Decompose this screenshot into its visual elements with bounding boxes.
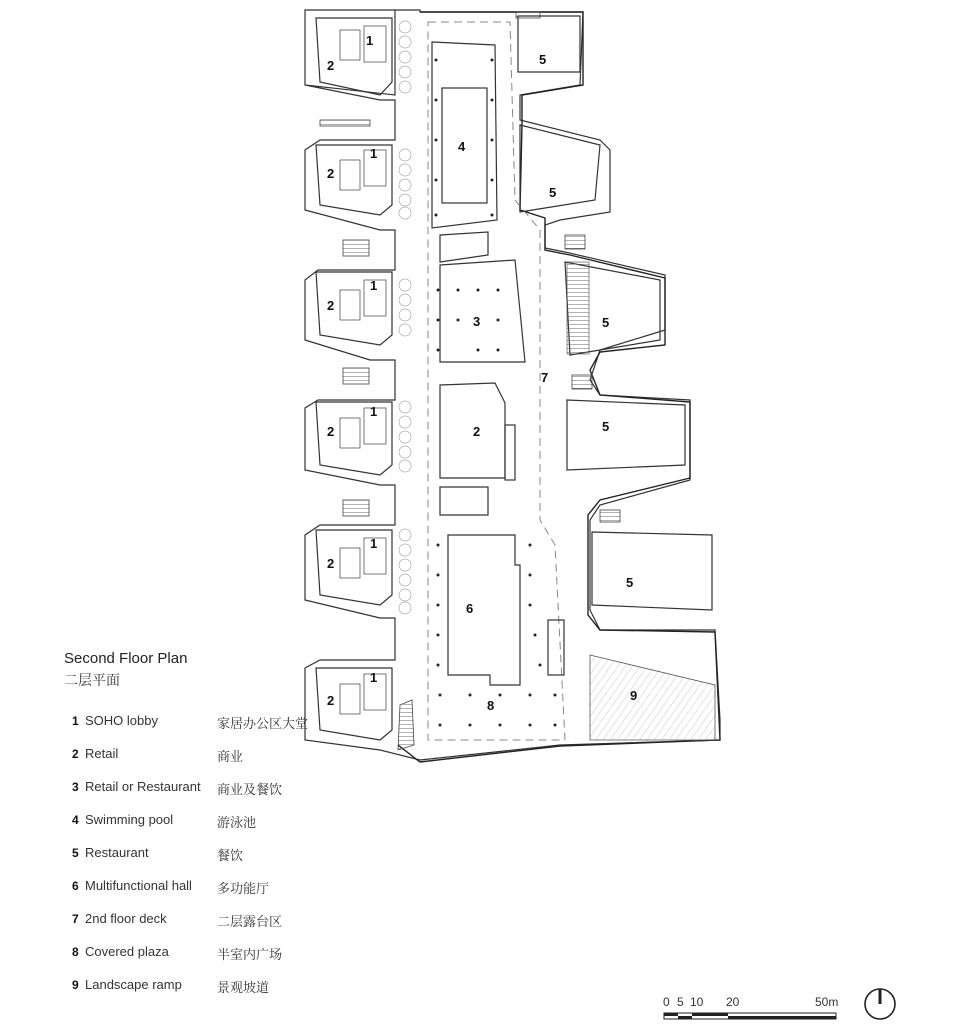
stair-hatches	[320, 12, 620, 750]
legend-item	[72, 713, 372, 746]
legend-item	[72, 812, 372, 845]
legend-item	[72, 878, 372, 911]
legend-item-english: SOHO lobby	[85, 713, 158, 728]
legend-item-english: Landscape ramp	[85, 977, 182, 992]
legend-item-number: 5	[72, 846, 79, 860]
label-soho-lobby: 1	[366, 33, 374, 48]
label-retail-or-restaurant: 3	[473, 314, 481, 329]
legend-item-number: 3	[72, 780, 79, 794]
legend-item	[72, 911, 372, 944]
building-edge	[398, 12, 720, 762]
legend-item-chinese: 多功能厅	[217, 882, 270, 897]
legend-item	[72, 845, 372, 878]
legend-item	[72, 779, 372, 812]
landscape-ramp	[590, 655, 715, 740]
north-arrow-icon	[862, 984, 898, 1024]
legend-item-chinese: 游泳池	[217, 816, 257, 831]
legend-item	[72, 944, 372, 977]
label-retail: 2	[473, 424, 481, 439]
legend-item-number: 7	[72, 912, 79, 926]
legend-item-chinese: 二层露台区	[217, 915, 283, 930]
label-restaurant: 5	[626, 575, 634, 590]
legend-item-number: 2	[72, 747, 79, 761]
tree-circles	[399, 21, 411, 614]
legend-list	[72, 713, 372, 1010]
legend-item-chinese: 家居办公区大堂	[217, 717, 309, 732]
legend-item-english: Retail	[85, 746, 119, 761]
legend-item-number: 8	[72, 945, 79, 959]
label-soho-lobby: 1	[370, 404, 378, 419]
scale-label: 50m	[815, 995, 839, 1009]
label-retail: 2	[327, 58, 335, 73]
legend-item-number: 4	[72, 813, 79, 827]
legend-item-number: 1	[72, 714, 79, 728]
legend-subtitle: 二层平面	[64, 673, 120, 689]
legend-item-chinese: 商业	[217, 750, 244, 765]
label-restaurant: 5	[539, 52, 547, 67]
label-retail: 2	[327, 298, 335, 313]
legend-item-number: 6	[72, 879, 79, 893]
scale-label: 5	[677, 995, 684, 1009]
label-restaurant: 5	[602, 419, 610, 434]
legend-item-chinese: 餐饮	[217, 849, 244, 864]
structural-columns	[435, 59, 557, 727]
label-soho-lobby: 1	[370, 278, 378, 293]
label-deck: 7	[541, 370, 549, 385]
scale-label: 0	[663, 995, 670, 1009]
legend-item-chinese: 景观坡道	[217, 981, 270, 996]
legend-item-english: Retail or Restaurant	[85, 779, 201, 794]
scale-bar	[660, 995, 860, 1025]
label-multifunctional-hall: 6	[466, 601, 474, 616]
legend-title: Second Floor Plan	[64, 650, 188, 667]
legend-item-english: 2nd floor deck	[85, 911, 167, 926]
label-retail: 2	[327, 693, 335, 708]
legend-item	[72, 977, 372, 1010]
label-covered-plaza: 8	[487, 698, 495, 713]
legend-item-english: Multifunctional hall	[85, 878, 192, 893]
label-retail: 2	[327, 424, 335, 439]
label-landscape-ramp: 9	[630, 688, 638, 703]
label-retail: 2	[327, 556, 335, 571]
legend-item-english: Covered plaza	[85, 944, 169, 959]
legend-item	[72, 746, 372, 779]
scale-label: 20	[726, 995, 740, 1009]
legend-item-english: Swimming pool	[85, 812, 174, 827]
label-soho-lobby: 1	[370, 670, 378, 685]
central-volumes	[432, 42, 564, 685]
bleacher-seating	[567, 262, 589, 354]
legend-item-english: Restaurant	[85, 845, 149, 860]
legend-item-chinese: 半室内广场	[217, 948, 283, 963]
label-retail: 2	[327, 166, 335, 181]
legend-item-number: 9	[72, 978, 79, 992]
label-soho-lobby: 1	[370, 536, 378, 551]
label-swimming-pool: 4	[458, 139, 466, 154]
scale-bar-graphic	[660, 1011, 860, 1021]
label-restaurant: 5	[602, 315, 610, 330]
label-restaurant: 5	[549, 185, 557, 200]
scale-label: 10	[690, 995, 704, 1009]
label-soho-lobby: 1	[370, 146, 378, 161]
legend-item-chinese: 商业及餐饮	[217, 783, 283, 798]
